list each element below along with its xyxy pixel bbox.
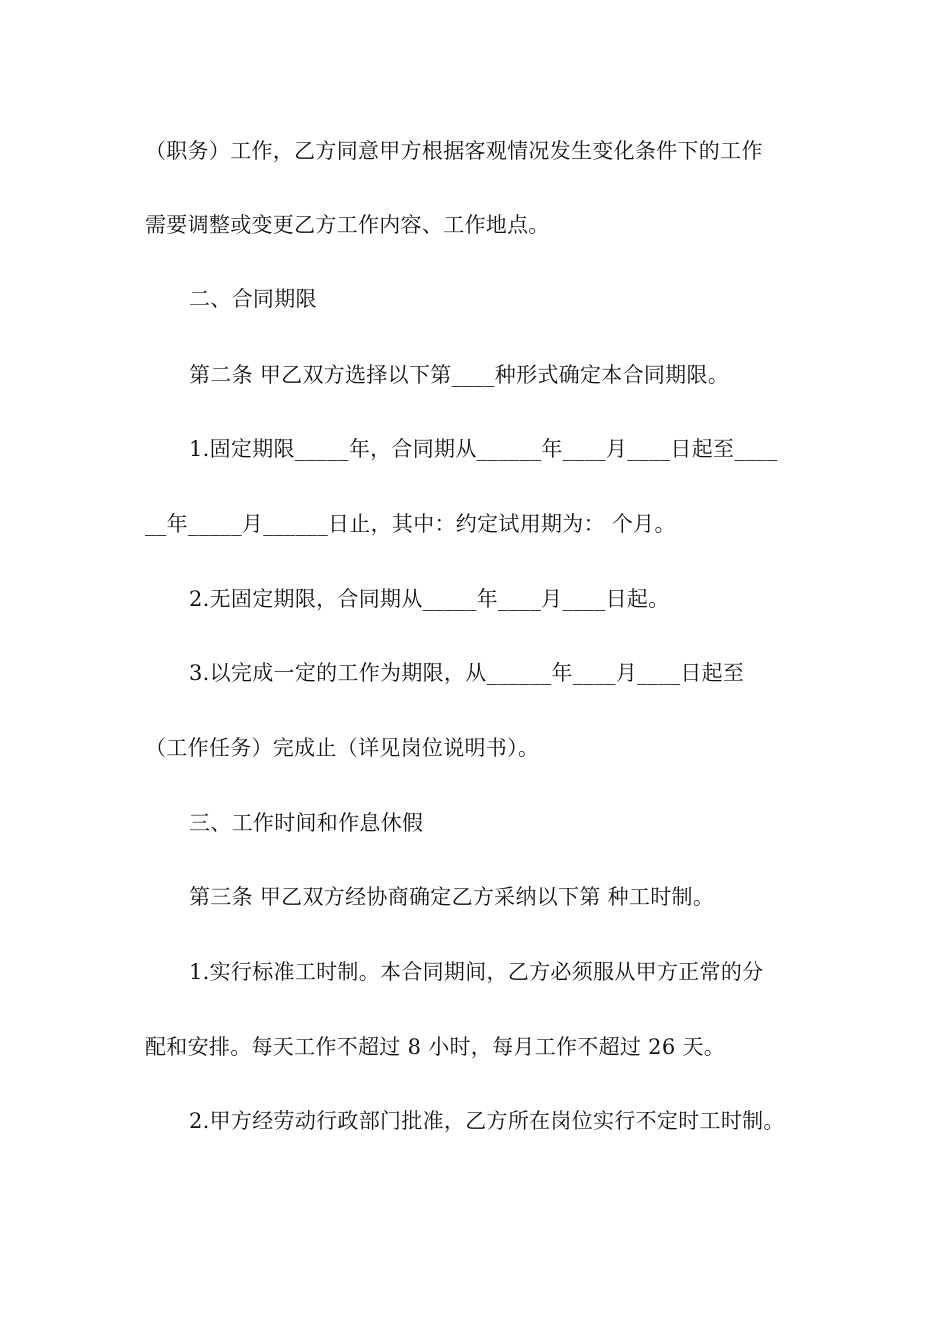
paragraph-line: 配和安排。每天工作不超过 8 小时，每月工作不超过 26 天。 [145,1035,726,1059]
paragraph-line: 需要调整或变更乙方工作内容、工作地点。 [145,213,550,237]
article-heading: 第二条 甲乙双方选择以下第____种形式确定本合同期限。 [189,363,730,387]
section-heading: 二、合同期限 [189,287,317,311]
paragraph-line: （职务）工作，乙方同意甲方根据客观情况发生变化条件下的工作 [145,139,763,163]
paragraph-line: 1.实行标准工时制。本合同期间，乙方必须服从甲方正常的分 [189,960,764,984]
paragraph-line: __年_____月______日止，其中：约定试用期为： 个月。 [145,512,676,536]
paragraph-line: 3.以完成一定的工作为期限，从______年____月____日起至 [189,661,745,685]
paragraph-line: 2.甲方经劳动行政部门批准，乙方所在岗位实行不定时工时制。 [189,1109,785,1133]
section-heading: 三、工作时间和作息休假 [189,811,424,835]
paragraph-line: 1.固定期限_____年，合同期从______年____月____日起至____ [189,437,778,461]
paragraph-line: （工作任务）完成止（详见岗位说明书）。 [145,736,540,760]
article-heading: 第三条 甲乙双方经协商确定乙方采纳以下第 种工时制。 [189,885,715,909]
paragraph-line: 2.无固定期限，合同期从_____年____月____日起。 [189,587,670,611]
